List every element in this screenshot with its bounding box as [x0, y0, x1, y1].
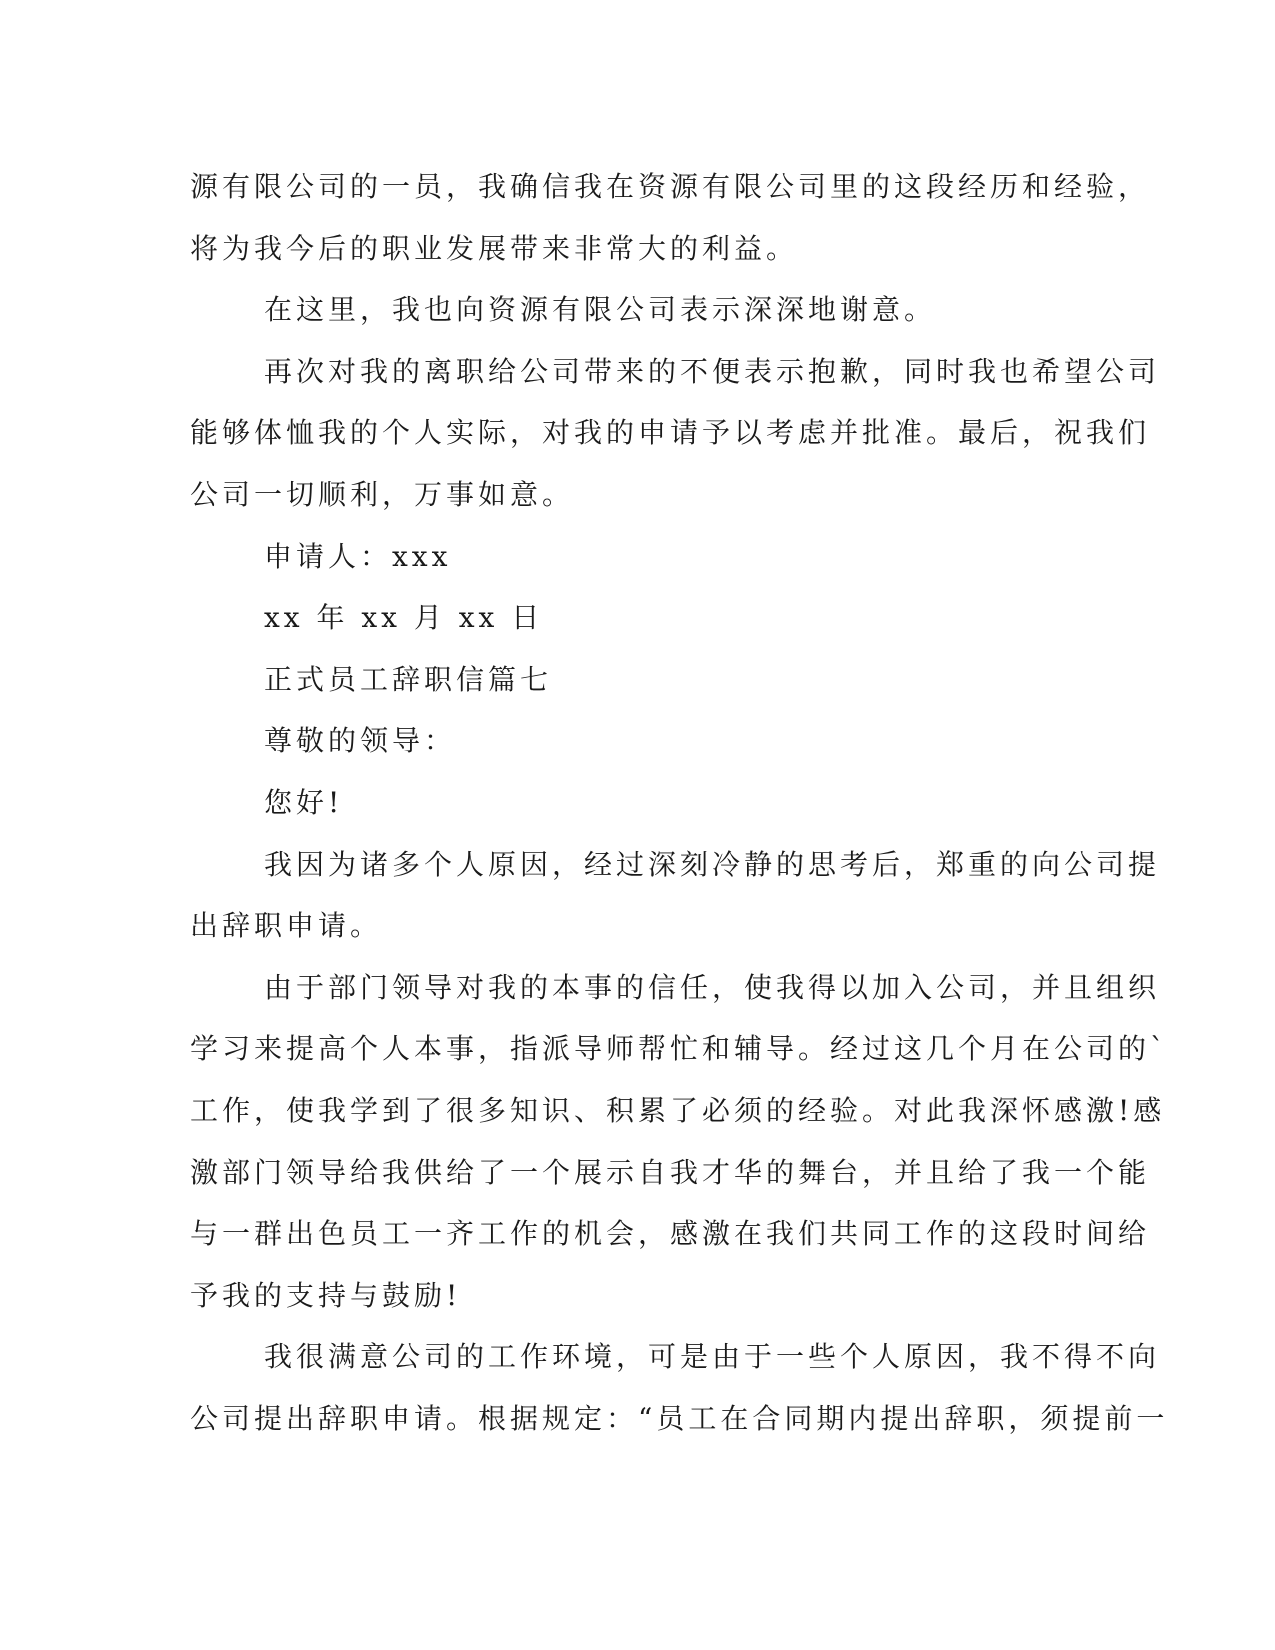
salutation [190, 710, 1080, 772]
paragraph-resignation-request [190, 834, 1161, 957]
text-line: 出辞职申请。 [190, 909, 383, 943]
text-line: xx 年 xx 月 xx 日 [264, 601, 544, 635]
paragraph-thanks [190, 279, 1080, 341]
text-line: 我很满意公司的工作环境，可是由于一些个人原因，我不得不向 [264, 1340, 1161, 1374]
text-line: 将为我今后的职业发展带来非常大的利益。 [190, 231, 799, 265]
text-line: 尊敬的领导： [264, 724, 457, 758]
text-line: 我因为诸多个人原因，经过深刻冷静的思考后，郑重的向公司提 [264, 847, 1161, 881]
text-line: 正式员工辞职信篇七 [264, 662, 553, 696]
paragraph-apology [190, 341, 1161, 526]
document-body [190, 156, 1169, 1449]
section-heading [190, 649, 1080, 711]
paragraph-closing-experience [190, 156, 1151, 279]
text-line: 再次对我的离职给公司带来的不便表示抱歉，同时我也希望公司 [264, 354, 1161, 388]
signature-date [190, 587, 1080, 649]
paragraph-gratitude [190, 957, 1169, 1327]
text-line: 源有限公司的一员，我确信我在资源有限公司里的这段经历和经验， [190, 170, 1151, 203]
text-line: 工作，使我学到了很多知识、积累了必须的经验。对此我深怀感激!感 [190, 1093, 1166, 1127]
paragraph-notice-period [190, 1326, 1169, 1449]
text-line: 公司一切顺利，万事如意。 [190, 477, 575, 511]
text-line: 激部门领导给我供给了一个展示自我才华的舞台，并且给了我一个能 [190, 1155, 1151, 1189]
text-line: 公司提出辞职申请。根据规定：“员工在合同期内提出辞职，须提前一 [190, 1401, 1169, 1435]
text-line: 申请人：xxx [264, 539, 452, 573]
text-line: 由于部门领导对我的本事的信任，使我得以加入公司，并且组织 [264, 970, 1161, 1004]
text-line: 能够体恤我的个人实际，对我的申请予以考虑并批准。最后，祝我们 [190, 416, 1151, 450]
text-line: 与一群出色员工一齐工作的机会，感激在我们共同工作的这段时间给 [190, 1217, 1151, 1251]
text-line: 学习来提高个人本事，指派导师帮忙和辅导。经过这几个月在公司的` [190, 1032, 1169, 1066]
applicant-signature [190, 526, 1080, 588]
text-line: 在这里，我也向资源有限公司表示深深地谢意。 [264, 293, 937, 327]
text-line: 予我的支持与鼓励! [190, 1278, 462, 1312]
greeting [190, 772, 1080, 834]
text-line: 您好! [264, 785, 344, 819]
